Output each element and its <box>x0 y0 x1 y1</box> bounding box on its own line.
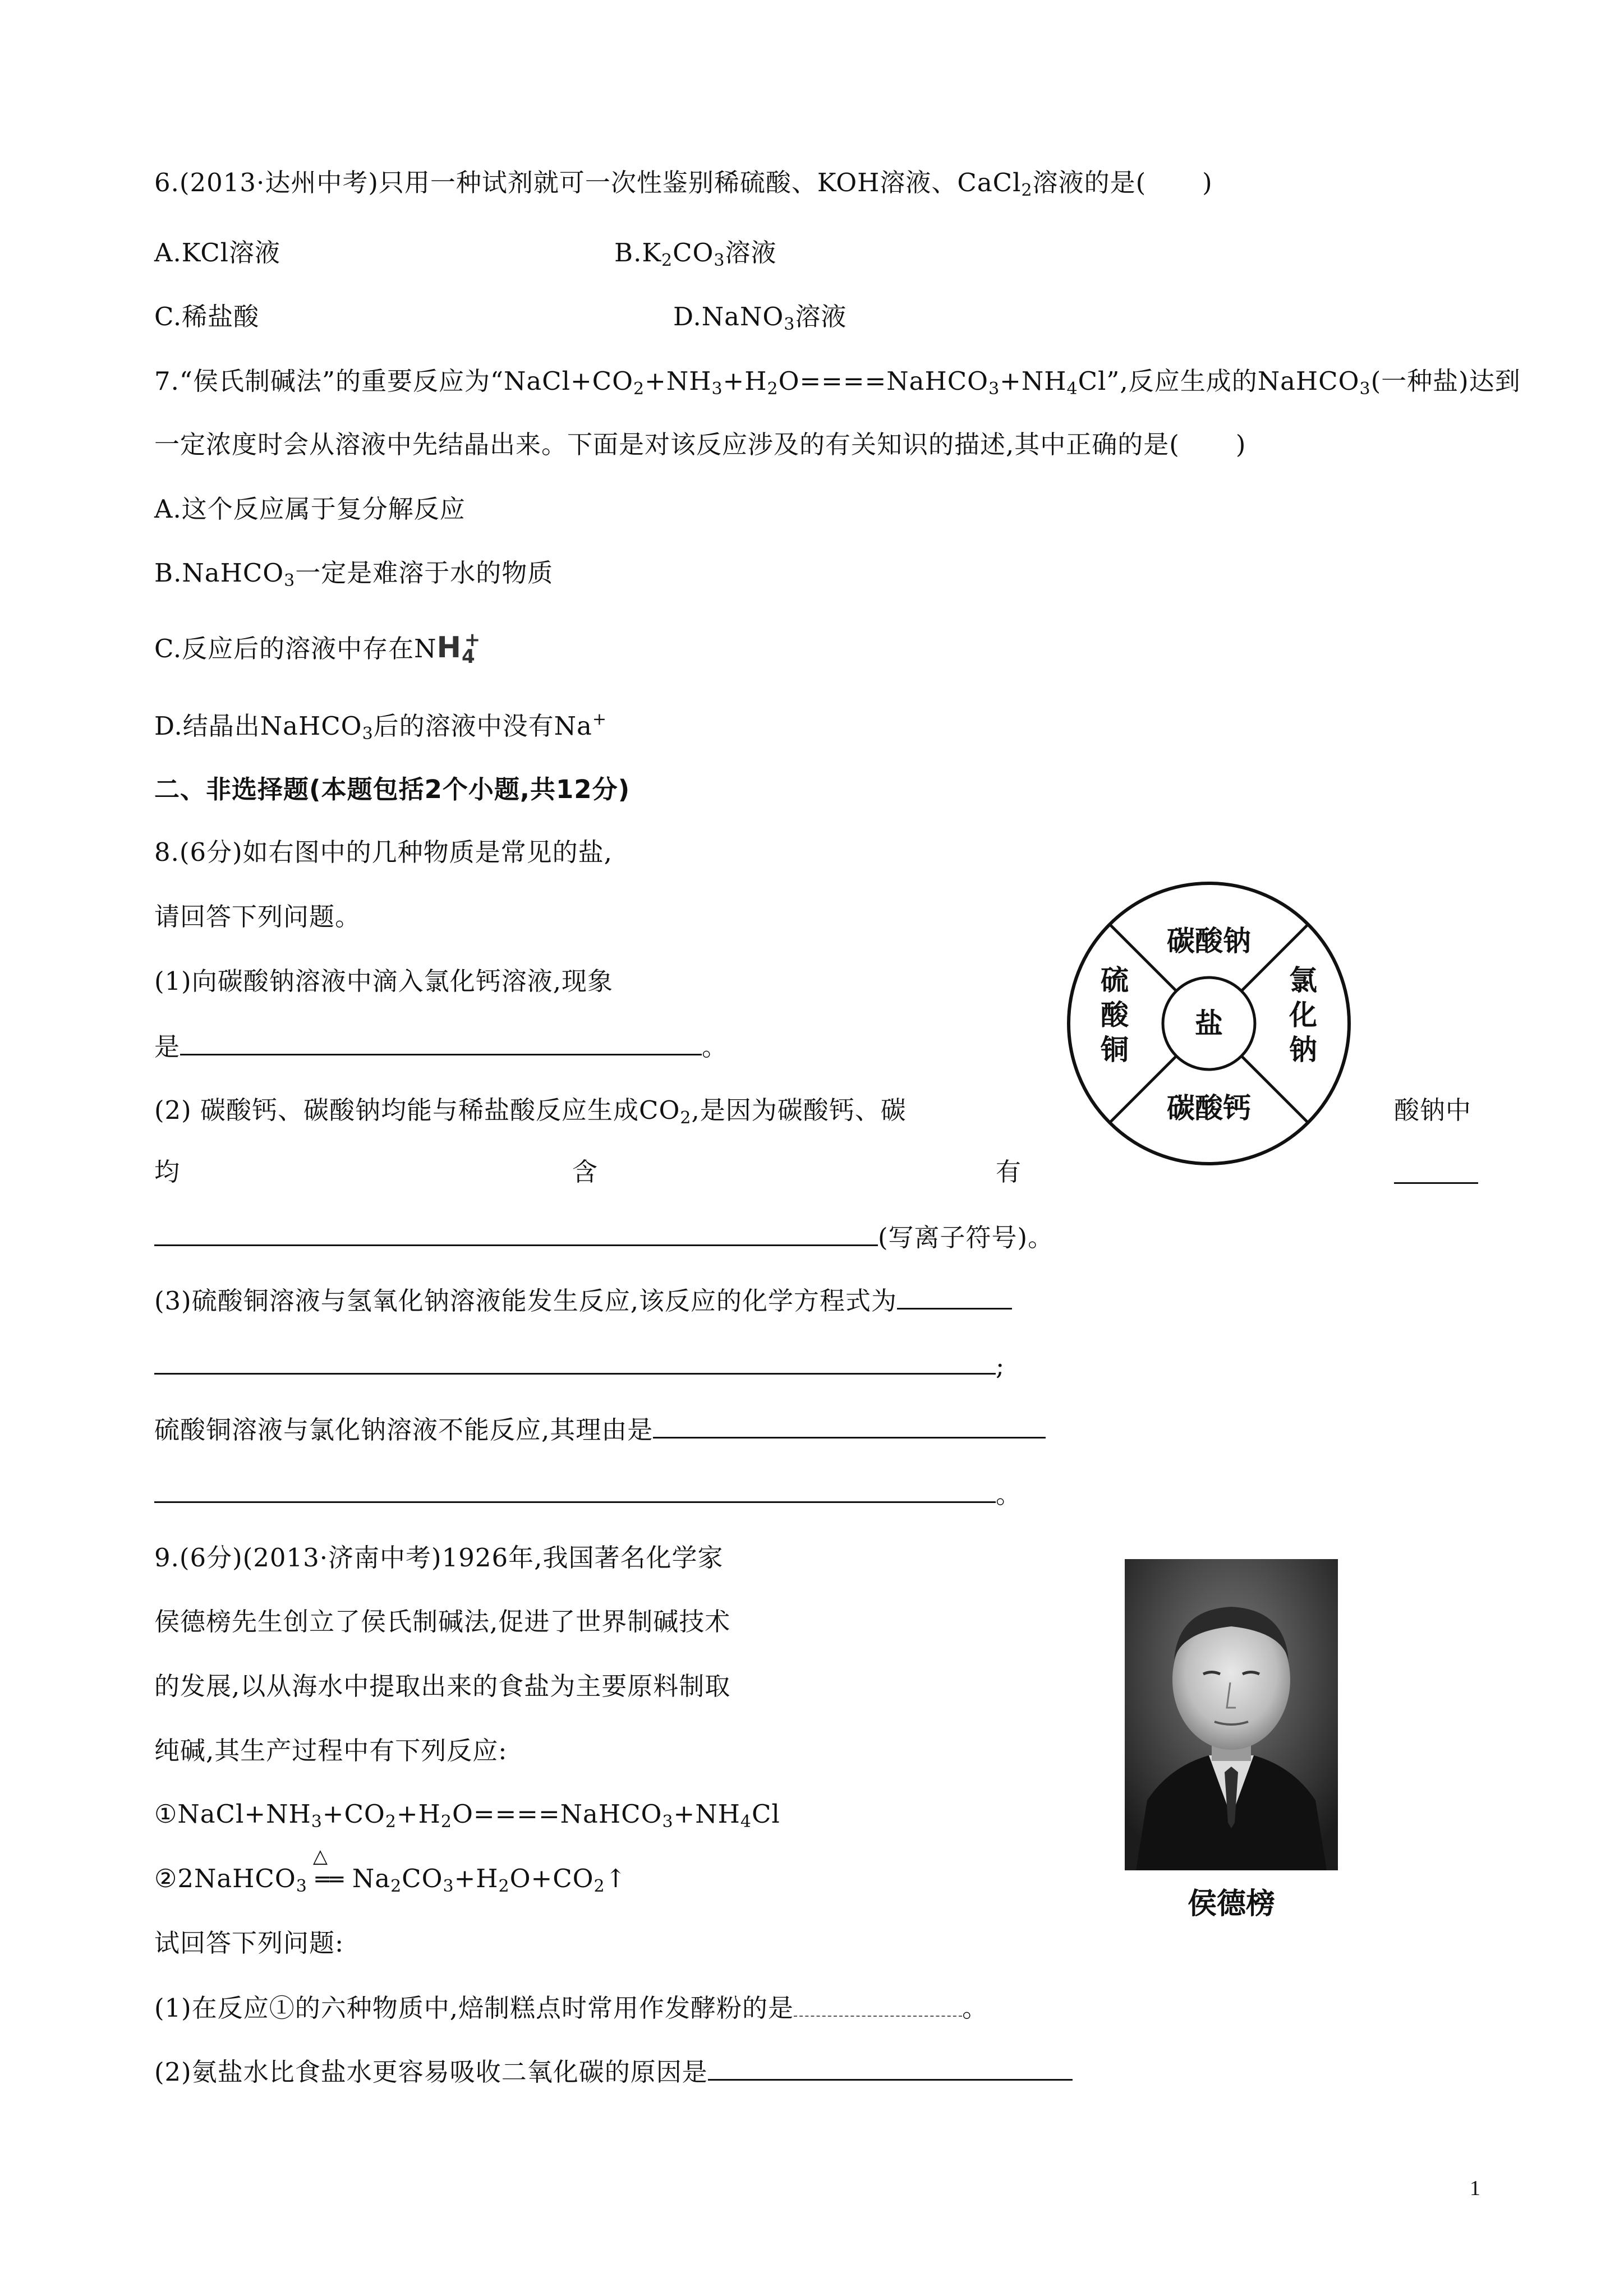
q8-part-2-word-1: 均 <box>154 1157 180 1187</box>
q6-option-c: C.稀盐酸 <box>154 302 260 331</box>
q7-stem-line-2: 一定浓度时会从溶液中先结晶出来。下面是对该反应涉及的有关知识的描述,其中正确的是( ) <box>154 430 1246 459</box>
q8-stem-line-2: 请回答下列问题。 <box>154 902 361 932</box>
wheel-left-label-3: 铜 <box>1101 1034 1129 1066</box>
wheel-top-label: 碳酸钠 <box>1167 925 1251 957</box>
q8-part-1-line-2: 是 。 <box>154 1029 728 1064</box>
q9-answer-blank-2[interactable] <box>708 2054 1073 2081</box>
q7-option-d: D.结晶出NaHCO$_3$后的溶液中没有Na+ <box>154 709 608 744</box>
q8-part-3-line-3: 硫酸铜溶液与氯化钠溶液不能反应,其理由是 <box>154 1412 1046 1447</box>
q6-option-a: A.KCl溶液 <box>154 238 281 268</box>
q9-reaction-2: ②2NaHCO$_3$ △ ══ $Na_2CO_3+H_2O+CO_2↑$ <box>154 1862 627 1897</box>
q7-option-a: A.这个反应属于复分解反应 <box>154 494 466 524</box>
q6-option-d: D.NaNO$_3$溶液 <box>673 302 847 334</box>
q8-part-3-line-4: 。 <box>154 1477 1022 1511</box>
q9-stem-line-3: 的发展,以从海水中提取出来的食盐为主要原料制取 <box>154 1671 731 1701</box>
q8-part-2-word-2: 含 <box>572 1157 598 1187</box>
heat-symbol: △ <box>312 1845 328 1868</box>
q7-option-b: B.NaHCO$_3$一定是难溶于水的物质 <box>154 558 554 591</box>
q9-answer-blank-1[interactable] <box>794 1991 962 2017</box>
q9-stem-line-4: 纯碱,其生产过程中有下列反应: <box>154 1736 508 1765</box>
q8-answer-blank-3a[interactable] <box>897 1283 1012 1310</box>
q9-reaction-1: $①NaCl+NH_3+CO_2+H_2O====NaHCO_3+NH_4Cl$ <box>154 1799 780 1832</box>
q7-stem-line-1: 7.“侯氏制碱法”的重要反应为“$NaCl+CO_2+NH_3+H_2O====NaHCO_3+NH_4Cl$”,反应生成的NaHCO$_3$(一种盐)达到 <box>154 366 1521 399</box>
q9-stem-line-5: 试回答下列问题: <box>154 1928 344 1958</box>
q8-answer-blank-2b[interactable] <box>154 1220 878 1246</box>
q8-answer-blank-3c[interactable] <box>653 1412 1046 1439</box>
q8-answer-blank-1[interactable] <box>180 1029 702 1055</box>
q8-part-2-word-3: 有 <box>996 1157 1022 1187</box>
wheel-right-label-2: 化 <box>1289 999 1317 1031</box>
wheel-right-label-1: 氯 <box>1289 964 1317 997</box>
q9-stem-line-2: 侯德榜先生创立了侯氏制碱法,促进了世界制碱技术 <box>154 1607 731 1636</box>
salt-wheel-diagram <box>1063 878 1355 1169</box>
q6-option-b: $B.K_2CO_3$溶液 <box>614 238 777 270</box>
q8-part-3-line-1: (3)硫酸铜溶液与氢氧化钠溶液能发生反应,该反应的化学方程式为 <box>154 1283 1012 1318</box>
section-heading: 二、非选择题(本题包括2个小题,共12分) <box>154 774 631 804</box>
portrait-caption: 侯德榜 <box>1187 1887 1275 1921</box>
q8-answer-blank-3b[interactable] <box>154 1348 996 1375</box>
wheel-bottom-label: 碳酸钙 <box>1167 1092 1251 1124</box>
wheel-left-label-2: 酸 <box>1101 999 1129 1031</box>
q9-part-1: (1)在反应①的六种物质中,焙制糕点时常用作发酵粉的是 。 <box>154 1991 988 2025</box>
q8-answer-blank-2a[interactable] <box>1394 1182 1478 1184</box>
q6-stem: 6.(2013·达州中考)只用一种试剂就可一次性鉴别稀硫酸、KOH溶液、CaCl$_2$溶液的是( ) <box>154 168 1213 200</box>
page-number: 1 <box>1470 2177 1480 2200</box>
q8-stem-line-1: 8.(6分)如右图中的几种物质是常见的盐, <box>154 837 613 867</box>
q9-part-2: (2)氨盐水比食盐水更容易吸收二氧化碳的原因是 <box>154 2054 1073 2089</box>
wheel-left-label-1: 硫 <box>1101 964 1129 997</box>
wheel-right-label-3: 钠 <box>1289 1034 1317 1066</box>
q8-part-3-line-2: ; <box>154 1348 1005 1383</box>
ammonium-ion-image: $H_4^+$ <box>436 629 481 668</box>
q8-part-2-line-1-end: 酸钠中 <box>1394 1095 1472 1125</box>
q7-option-c: C.反应后的溶液中存在$NH_4^+$ <box>154 629 481 668</box>
q8-part-2-line-1: (2) 碳酸钙、碳酸钠均能与稀盐酸反应生成$CO_2$,是因为碳酸钙、碳 <box>154 1095 907 1128</box>
q9-stem-line-1: 9.(6分)(2013·济南中考)1926年,我国著名化学家 <box>154 1543 724 1573</box>
wheel-center-label: 盐 <box>1195 1007 1223 1040</box>
q8-answer-blank-3d[interactable] <box>154 1477 996 1503</box>
q8-part-1-line-1: (1)向碳酸钠溶液中滴入氯化钙溶液,现象 <box>154 966 614 996</box>
portrait-photo <box>1125 1559 1338 1870</box>
q8-part-2-line-3: (写离子符号)。 <box>154 1220 1053 1255</box>
